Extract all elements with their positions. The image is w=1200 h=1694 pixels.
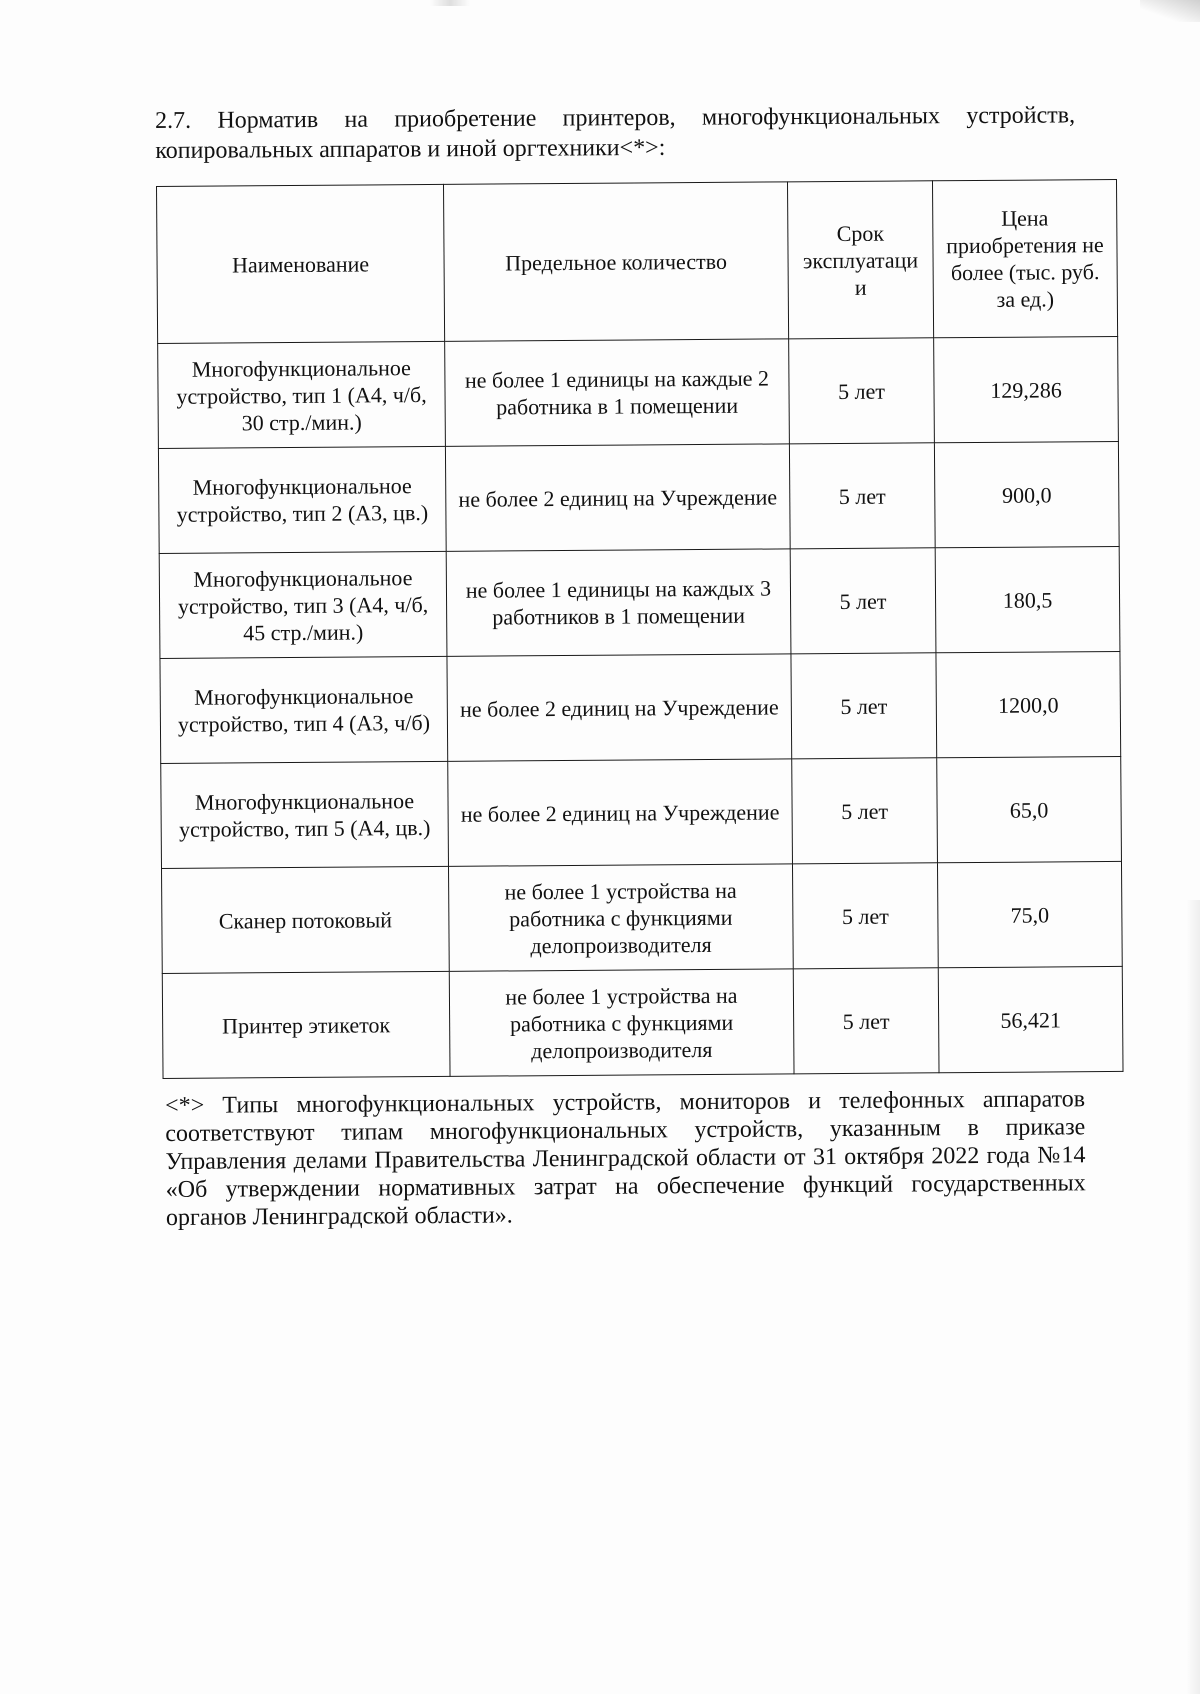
cell-quantity: не более 2 единиц на Учреждение (447, 654, 792, 762)
table-row (162, 966, 1123, 1078)
cell-term: 5 лет (789, 338, 935, 444)
table-row (161, 756, 1122, 868)
cell-name: Многофункциональное устройство, тип 4 (А3, ч/б) (160, 656, 448, 763)
norms-table (156, 179, 1124, 1079)
cell-name: Многофункциональное устройство, тип 2 (А3, цв.) (158, 446, 446, 553)
cell-term: 5 лет (789, 443, 935, 549)
cell-term: 5 лет (791, 653, 937, 759)
table-row (158, 441, 1119, 553)
cell-name: Принтер этикеток (162, 971, 450, 1078)
cell-price: 129,286 (934, 336, 1119, 442)
cell-quantity: не более 1 устройства на работника с функциями делопроизводителя (449, 969, 794, 1077)
table-header-row (157, 179, 1118, 343)
table-row (158, 336, 1119, 448)
cell-name: Многофункциональное устройство, тип 1 (А4, ч/б, 30 стр./мин.) (158, 341, 446, 448)
cell-quantity: не более 1 единицы на каждых 3 работников в 1 помещении (446, 549, 791, 657)
header-term: Срок эксплуатаци и (787, 181, 933, 339)
cell-name: Многофункциональное устройство, тип 3 (А4, ч/б, 45 стр./мин.) (159, 551, 447, 658)
cell-price: 180,5 (935, 546, 1120, 652)
table-row (159, 546, 1120, 658)
cell-term: 5 лет (792, 863, 938, 969)
scan-artifact (430, 0, 470, 6)
header-quantity: Предельное количество (443, 182, 788, 342)
cell-term: 5 лет (793, 968, 939, 1074)
header-name: Наименование (157, 184, 445, 343)
cell-price: 75,0 (937, 861, 1122, 967)
cell-quantity: не более 1 устройства на работника с функциями делопроизводителя (448, 864, 793, 972)
cell-price: 65,0 (937, 756, 1122, 862)
cell-price: 900,0 (934, 441, 1119, 547)
cell-quantity: не более 2 единиц на Учреждение (445, 444, 790, 552)
cell-name: Многофункциональное устройство, тип 5 (А4, цв.) (161, 761, 449, 868)
table-row (160, 651, 1121, 763)
cell-term: 5 лет (790, 548, 936, 654)
cell-name: Сканер потоковый (162, 866, 450, 973)
cell-quantity: не более 1 единицы на каждые 2 работника в 1 помещении (445, 339, 790, 447)
cell-price: 56,421 (938, 966, 1123, 1072)
scan-artifact (1140, 0, 1200, 22)
norms-table-container (156, 179, 1124, 1079)
header-price: Цена приобретения не более (тыс. руб. за ед.) (932, 179, 1117, 337)
cell-price: 1200,0 (936, 651, 1121, 757)
cell-term: 5 лет (792, 758, 938, 864)
footnote: <*> Типы многофункциональных устройств, мониторов и телефонных аппаратов соответствуют типам многофункциональных устройств, указанным в приказе Управления делами Правительства Ленинградской области от 31 октября 2022 года №14 «Об утверждении нормативных затрат на обеспечение функций государственных органов Ленинградской области». (165, 1086, 1086, 1231)
table-row (162, 861, 1123, 973)
scan-artifact (1186, 900, 1200, 1694)
cell-quantity: не более 2 единиц на Учреждение (448, 759, 793, 867)
section-heading: 2.7. Норматив на приобретение принтеров, многофункциональных устройств, копировальных аппаратов и иной оргтехники<*>: (155, 102, 1076, 164)
